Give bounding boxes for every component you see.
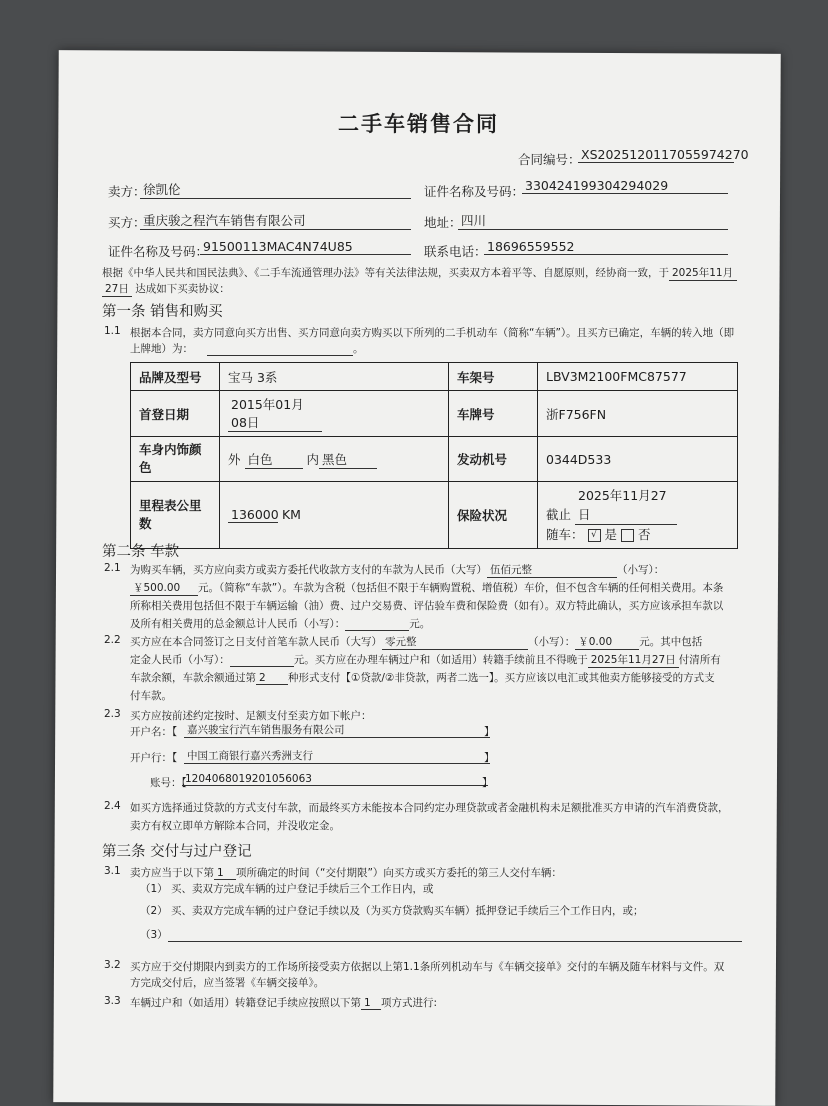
vin-label: 车架号	[449, 363, 538, 391]
engine-label: 发动机号	[449, 437, 538, 482]
clause-2-2-text1: 买方应在本合同签订之日支付首笔车款人民币（大写）	[130, 636, 382, 648]
clause-2-1-line3: 所称相关费用包括但不限于车辆运输（油）费、过户交易费、评估验车费和保险费（如有）。双方特此确认，买方应该承担车款以	[130, 600, 724, 612]
exterior-color: 白色	[245, 450, 303, 469]
price-lower: ￥500.00	[130, 580, 198, 596]
price-upper: 伍佰元整	[487, 562, 617, 578]
insurance-cell	[538, 482, 738, 549]
payoff-date: 2025年11月27日	[588, 652, 679, 668]
account-number-label: 账号：【	[150, 777, 187, 789]
clause-3-3-text-a: 车辆过户和（如适用）转籍登记手续应按照以下第	[130, 997, 361, 1009]
buyer-id-label: 证件名称及号码：	[108, 244, 209, 259]
checkbox-no[interactable]	[621, 529, 634, 542]
color-label-line2: 色	[139, 460, 152, 475]
table-row	[131, 482, 738, 549]
clause-2-3-text: 买方应按前述约定按时、足额支付至卖方如下帐户：	[130, 710, 372, 722]
clause-2-2-text2a: 定金人民币（小写）：	[130, 654, 230, 666]
account-name-label: 开户名：【	[130, 726, 178, 738]
clause-1-1-end: 。	[353, 343, 364, 355]
delivery-option-1: （1） 买、卖双方完成车辆的过户登记手续后三个工作日内，或	[140, 883, 434, 895]
interior-color: 黑色	[319, 450, 377, 469]
account-name-bracket-close: 】	[484, 726, 495, 738]
clause-2-1-line1	[130, 562, 664, 578]
registration-place-blank	[207, 343, 353, 356]
first-payment-upper: 零元整	[382, 634, 528, 650]
preamble-line1	[102, 265, 737, 281]
table-row	[131, 391, 738, 437]
seller-id-value: 330424199304294029	[522, 178, 728, 194]
clause-2-2-text1c: 元。其中包括	[639, 636, 703, 648]
interior-label: 内	[306, 451, 319, 467]
preamble-date-month: 2025年11月	[669, 265, 737, 281]
bank-bracket-close: 】	[484, 752, 495, 764]
mileage-cell	[220, 482, 449, 549]
clause-3-2-line2: 方完成交付后，应当签署《车辆交接单》。	[130, 977, 325, 989]
preamble-text-end: 达成如下买卖协议：	[135, 283, 230, 295]
clause-2-1-text2: 元。（简称“车款”）。车款为含税（包括但不限于车辆购置税、增值税）车价，但不包含车辆的任何相关费用。本条	[198, 582, 724, 594]
clause-3-3-line1	[130, 995, 437, 1010]
brand-value: 宝马 3系	[220, 363, 449, 391]
buyer-address-label: 地址：	[424, 215, 462, 230]
clause-1-1-text2: 上牌地）为：	[130, 343, 193, 355]
clause-2-2-text3b: 种形式支付【①贷款/②非贷款，两者二选一】。买方应该以电汇或其他卖方能够接受的方式支	[288, 672, 715, 684]
mileage-label-cell	[131, 482, 220, 549]
payment-option: 2	[256, 672, 288, 685]
clause-2-2-num: 2.2	[104, 634, 121, 646]
delivery-option-3: （3）	[140, 929, 168, 941]
mileage-value: 136000	[228, 507, 278, 523]
buyer-phone-label: 联系电话：	[424, 244, 487, 259]
color-cell	[220, 437, 449, 482]
clause-2-1-text1b: （小写）：	[617, 564, 665, 576]
clause-2-2-line2	[130, 652, 721, 668]
clause-2-1-num: 2.1	[104, 562, 121, 574]
color-label-line1: 车身内饰颜	[139, 442, 202, 457]
clause-3-1-line1	[130, 865, 562, 880]
insurance-follow-label: 随车：	[546, 527, 584, 542]
table-row	[131, 437, 738, 482]
clause-2-1-text4-end: 元。	[409, 618, 431, 630]
clause-2-3-num: 2.3	[104, 708, 121, 720]
registration-date-cell	[220, 391, 449, 437]
insurance-until-date: 2025年11月27日	[575, 486, 677, 525]
clause-3-2-line1: 买方应于交付期限内到卖方的工作场所接受卖方依据以上第1.1条所列机动车与《车辆交接单》交付的车辆及随车材料与文件。双	[130, 961, 725, 973]
clause-2-2-text3a: 车款余额，车款余额通过第	[130, 672, 256, 684]
seller-id-label: 证件名称及号码：	[424, 184, 525, 199]
mileage-label-line2: 数	[139, 516, 152, 531]
transfer-option: 1	[361, 997, 381, 1010]
clause-2-2-text2b: 元。买方应在办理车辆过户和（如适用）转籍手续前且不得晚于	[293, 654, 588, 666]
preamble-text: 根据《中华人民共和国民法典》、《二手车流通管理办法》等有关法律法规，买卖双方本着平等、自愿原则，经协商一致，于	[102, 267, 669, 279]
clause-3-1-text-a: 卖方应当于以下第	[130, 867, 214, 879]
page-title: 二手车销售合同	[338, 112, 499, 136]
article-3-title: 第三条 交付与过户登记	[102, 844, 252, 860]
clause-2-1-text4: 及所有相关费用的总金额总计人民币（小写）：	[130, 618, 346, 630]
bank-value: 中国工商银行嘉兴秀洲支行	[184, 748, 490, 764]
account-number-value: 1204068019201056063	[182, 773, 488, 786]
vin-value: LBV3M2100FMC87577	[538, 363, 738, 391]
buyer-label: 买方：	[108, 215, 146, 230]
first-payment-lower: ￥0.00	[575, 634, 639, 650]
clause-1-1-line2	[130, 341, 364, 356]
buyer-phone-value: 18696559552	[484, 239, 728, 255]
total-amount-blank	[345, 618, 409, 631]
plate-value: 浙F756FN	[538, 391, 738, 437]
engine-value: 0344D533	[538, 437, 738, 482]
clause-2-4-num: 2.4	[104, 800, 121, 812]
clause-2-4-line2: 卖方有权立即单方解除本合同，并没收定金。	[130, 820, 340, 832]
article-1-title: 第一条 销售和购买	[102, 304, 223, 320]
article-2-title: 第二条 车款	[102, 544, 180, 560]
insurance-label: 保险状况	[449, 482, 538, 549]
brand-label: 品牌及型号	[131, 363, 220, 391]
clause-2-4-line1: 如买方选择通过贷款的方式支付车款，而最终买方未能按本合同约定办理贷款或者金融机构未足额批准买方申请的汽车消费贷款，	[130, 802, 729, 814]
registration-date-label: 首登日期	[131, 391, 220, 437]
deposit-blank	[230, 654, 294, 667]
preamble-line2	[102, 281, 230, 297]
checkbox-yes[interactable]: √	[588, 529, 601, 542]
clause-3-2-num: 3.2	[104, 959, 121, 971]
clause-3-1-text-b: 项所确定的时间（“交付期限”）向买方或买方委托的第三人交付车辆：	[236, 867, 562, 879]
exterior-label: 外	[228, 451, 241, 467]
clause-2-2-line1	[130, 634, 702, 650]
clause-1-1-line1: 根据本合同，卖方同意向买方出售、买方同意向卖方购买以下所列的二手机动车（简称“车辆”）。且买方已确定，车辆的转入地（即	[130, 327, 735, 339]
account-name-value: 嘉兴骏宝行汽车销售服务有限公司	[184, 722, 490, 738]
buyer-address-value: 四川	[458, 211, 728, 230]
delivery-option-3-row	[140, 927, 742, 942]
clause-2-1-text1: 为购买车辆，买方应向卖方或卖方委托代收款方支付的车款为人民币（大写）	[130, 564, 487, 576]
checkbox-no-label: 否	[637, 527, 651, 542]
buyer-id-value: 91500113MAC4N74U85	[200, 239, 411, 255]
registration-date-value: 2015年01月08日	[228, 395, 322, 432]
insurance-until-label: 截止	[546, 507, 572, 522]
delivery-option-2: （2） 买、卖双方完成车辆的过户登记手续以及（为买方贷款购买车辆）抵押登记手续后三个工作日内，或；	[140, 905, 644, 917]
seller-label: 卖方：	[108, 184, 146, 199]
clause-1-1-num: 1.1	[104, 325, 121, 337]
checkbox-yes-label: 是	[604, 527, 617, 542]
buyer-name: 重庆骏之程汽车销售有限公司	[140, 211, 411, 230]
table-row	[131, 363, 738, 391]
clause-2-2-line3	[130, 670, 715, 685]
clause-2-2-line4: 付车款。	[130, 690, 172, 702]
preamble-date-day: 27日	[102, 281, 132, 297]
clause-2-1-line4	[130, 616, 430, 631]
clause-2-2-text1b: （小写）：	[528, 636, 576, 648]
seller-name: 徐凯伦	[140, 180, 411, 199]
mileage-label-line1: 里程表公里	[139, 498, 202, 513]
delivery-option-3-blank	[168, 929, 742, 942]
mileage-unit: KM	[281, 507, 301, 522]
plate-label: 车牌号	[449, 391, 538, 437]
clause-2-1-line2	[130, 580, 723, 596]
account-number-bracket-close: 】	[482, 777, 493, 789]
clause-3-3-num: 3.3	[104, 995, 121, 1007]
contract-number-label: 合同编号：	[518, 152, 581, 167]
color-label-cell	[131, 437, 220, 482]
contract-number-value: XS2025120117055974270	[578, 147, 734, 163]
bank-label: 开户行：【	[130, 752, 178, 764]
clause-2-2-text2c: 付清所有	[678, 654, 721, 666]
delivery-option: 1	[214, 867, 236, 880]
vehicle-info-table	[130, 362, 738, 549]
clause-3-3-text-b: 项方式进行:	[381, 997, 438, 1009]
clause-3-1-num: 3.1	[104, 865, 121, 877]
